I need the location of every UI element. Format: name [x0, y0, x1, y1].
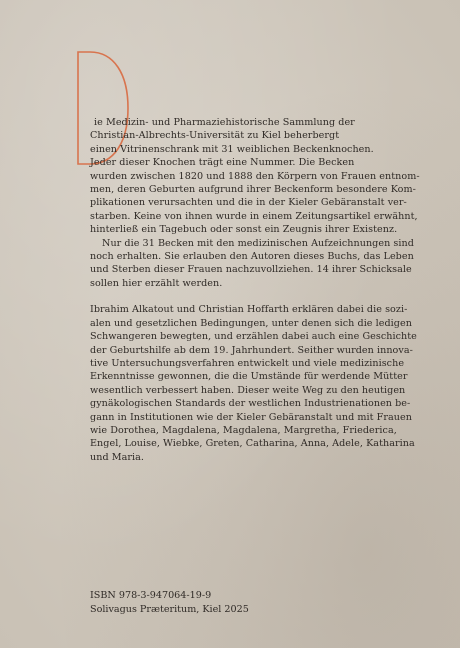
text-line: wie Dorothea, Magdalena, Magdalena, Margretha, Friederica, — [90, 424, 397, 436]
text-line: sollen hier erzählt werden. — [90, 277, 223, 289]
paragraph-2 — [90, 237, 426, 291]
text-line: und Sterben dieser Frauen nachzuvollziehen. 14 ihrer Schicksale — [90, 264, 412, 276]
text-line: tive Untersuchungsverfahren entwickelt und viele medizinische — [90, 357, 405, 369]
text-line: plikationen verursachten und die in der Kieler Gebäranstalt ver- — [90, 197, 407, 209]
text-line: gynäkologischen Standards der westlichen Industrienationen be- — [90, 398, 411, 410]
paragraph-gap — [90, 290, 426, 303]
text-line: starben. Keine von ihnen wurde in einem Zeitungsartikel erwähnt, — [90, 210, 418, 222]
text-line: Engel, Louise, Wiebke, Greten, Catharina, Anna, Adele, Katharina — [90, 438, 415, 450]
text-line: Erkenntnisse gewonnen, die die Umstände für werdende Mütter — [90, 371, 408, 383]
text-line: men, deren Geburten aufgrund ihrer Beckenform besondere Kom- — [90, 184, 416, 196]
text-line: der Geburtshilfe ab dem 19. Jahrhundert. Seither wurden innova- — [90, 344, 413, 356]
paragraph-3 — [90, 303, 426, 464]
text-line: ie Medizin- und Pharmaziehistorische Sammlung der — [94, 117, 355, 128]
publisher-line: Solivagus Præteritum, Kiel 2025 — [90, 604, 249, 615]
text-line: wesentlich verbessert haben. Dieser weite Weg zu den heutigen — [90, 384, 406, 396]
text-line: noch erhalten. Sie erlauben den Autoren dieses Buchs, das Leben — [90, 251, 414, 263]
blurb-text — [90, 116, 426, 464]
text-line: hinterließ ein Tagebuch oder sonst ein Zeugnis ihrer Existenz. — [90, 224, 398, 236]
text-line: Schwangeren bewegten, und erzählen dabei auch eine Geschichte — [90, 331, 417, 343]
imprint — [90, 589, 390, 617]
isbn: ISBN 978-3-947064-19-9 — [90, 590, 212, 601]
text-line: gann in Institutionen wie der Kieler Gebäranstalt und mit Frauen — [90, 411, 412, 423]
text-line: und Maria. — [90, 451, 145, 463]
text-line: Jeder dieser Knochen trägt eine Nummer. Die Becken — [90, 157, 355, 169]
text-line: einen Vitrinenschrank mit 31 weiblichen Beckenknochen. — [90, 143, 374, 155]
text-line: Christian-Albrechts-Universität zu Kiel beherbergt — [90, 130, 340, 142]
text-line: Ibrahim Alkatout und Christian Hoffarth erklären dabei die sozi- — [90, 304, 408, 316]
paragraph-1 — [90, 116, 426, 237]
text-line: Nur die 31 Becken mit den medizinischen Aufzeichnungen sind — [102, 237, 414, 249]
text-line: alen und gesetzlichen Bedingungen, unter denen sich die ledigen — [90, 317, 412, 329]
text-line: wurden zwischen 1820 und 1888 den Körpern von Frauen entnom- — [90, 170, 420, 182]
